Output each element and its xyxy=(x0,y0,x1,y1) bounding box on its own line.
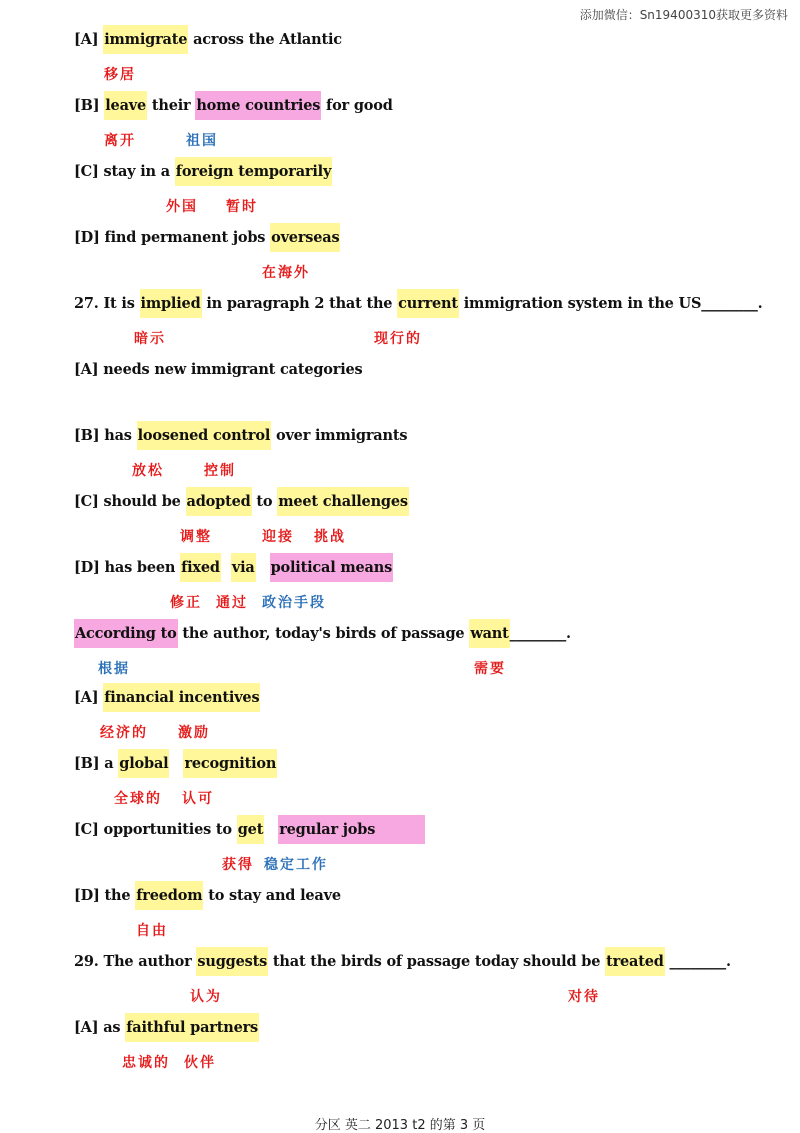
line-text: [A] xyxy=(74,689,104,706)
annotation-note: 通过 xyxy=(216,595,248,611)
highlight-yellow: via xyxy=(231,553,256,582)
highlight-pink: political means xyxy=(270,553,393,582)
annotation-note: 挑战 xyxy=(314,529,346,545)
annotation-note: 获得 xyxy=(222,857,254,873)
line-text: [C] should be xyxy=(74,493,186,510)
page-footer: 分区 英二 2013 t2 的第 3 页 xyxy=(314,1118,486,1133)
line-text: [B] a xyxy=(74,755,119,772)
annotation-note: 根据 xyxy=(98,661,130,677)
highlight-yellow: recognition xyxy=(183,749,277,778)
highlight-yellow: want xyxy=(469,619,509,648)
highlight-yellow: fixed xyxy=(180,553,221,582)
highlight-yellow: treated xyxy=(605,947,665,976)
option-a-line xyxy=(74,1011,259,1045)
line-text: [D] find permanent jobs xyxy=(74,229,271,246)
option-a-line xyxy=(74,23,342,57)
highlight-pink: home countries xyxy=(195,91,321,120)
option-a-line xyxy=(74,681,260,715)
highlight-yellow: financial incentives xyxy=(103,683,260,712)
line-text: [A] needs new immigrant categories xyxy=(74,361,363,378)
line-text: ________. xyxy=(509,625,571,642)
annotation-note: 激励 xyxy=(178,725,210,741)
annotation-note: 自由 xyxy=(136,923,168,939)
annotation-note: 认为 xyxy=(190,989,222,1005)
highlight-yellow: adopted xyxy=(186,487,252,516)
option-c-line xyxy=(74,155,332,189)
line-text: [A] xyxy=(74,31,104,48)
line-text: [A] as xyxy=(74,1019,126,1036)
line-text: [B] xyxy=(74,97,105,114)
annotation-note: 迎接 xyxy=(262,529,294,545)
line-text: over immigrants xyxy=(271,427,408,444)
option-d-line xyxy=(74,879,341,913)
option-b-line xyxy=(74,89,393,123)
line-text: to stay and leave xyxy=(203,887,341,904)
line-text: [C] opportunities to xyxy=(74,821,237,838)
option-b-line xyxy=(74,747,277,781)
annotation-note: 稳定工作 xyxy=(264,857,328,873)
annotation-note: 需要 xyxy=(474,661,506,677)
line-text: in paragraph 2 that the xyxy=(201,295,398,312)
annotation-note: 忠诚的 xyxy=(122,1055,170,1071)
annotation-note: 调整 xyxy=(180,529,212,545)
annotation-note: 政治手段 xyxy=(262,595,326,611)
watermark-header: 添加微信：Sn19400310获取更多资料 xyxy=(579,8,788,22)
option-c-line xyxy=(74,813,425,847)
annotation-note: 放松 xyxy=(132,463,164,479)
line-text: to xyxy=(251,493,278,510)
highlight-yellow: overseas xyxy=(270,223,340,252)
annotation-note: 现行的 xyxy=(374,331,422,347)
annotation-note: 经济的 xyxy=(100,725,148,741)
option-d-line xyxy=(74,551,393,585)
line-text: ________. xyxy=(664,953,731,970)
option-d-line xyxy=(74,221,340,255)
annotation-note: 认可 xyxy=(182,791,214,807)
line-text: that the birds of passage today should be xyxy=(268,953,606,970)
annotation-note: 外国 xyxy=(166,199,198,215)
option-c-line xyxy=(74,485,409,519)
annotation-note: 对待 xyxy=(568,989,600,1005)
option-b-line xyxy=(74,419,407,453)
highlight-yellow: suggests xyxy=(196,947,268,976)
highlight-yellow: freedom xyxy=(135,881,203,910)
annotation-note: 暂时 xyxy=(226,199,258,215)
line-text: [C] stay in a xyxy=(74,163,175,180)
annotation-note: 离开 xyxy=(104,133,136,149)
highlight-yellow: faithful partners xyxy=(125,1013,259,1042)
annotation-note: 祖国 xyxy=(186,133,218,149)
highlight-yellow: leave xyxy=(104,91,147,120)
line-text: the author, today's birds of passage xyxy=(177,625,470,642)
line-text: immigration system in the US________. xyxy=(458,295,763,312)
annotation-note: 在海外 xyxy=(262,265,310,281)
highlight-yellow: get xyxy=(237,815,264,844)
line-text: 27. It is xyxy=(74,295,140,312)
highlight-yellow: meet challenges xyxy=(277,487,409,516)
annotation-note: 修正 xyxy=(170,595,202,611)
option-a-line xyxy=(74,353,363,387)
annotation-note: 全球的 xyxy=(114,791,162,807)
line-text: [D] has been xyxy=(74,559,181,576)
highlight-yellow: loosened control xyxy=(137,421,272,450)
line-text: 29. The author xyxy=(74,953,197,970)
highlight-yellow: current xyxy=(397,289,459,318)
highlight-yellow: implied xyxy=(140,289,202,318)
highlight-yellow: foreign temporarily xyxy=(175,157,332,186)
annotation-note: 暗示 xyxy=(134,331,166,347)
highlight-pink: According to xyxy=(74,619,178,648)
highlight-yellow: global xyxy=(118,749,169,778)
question-28 xyxy=(74,617,571,651)
highlight-pink: regular jobs xyxy=(278,815,425,844)
line-text: [B] has xyxy=(74,427,137,444)
question-29 xyxy=(74,945,731,979)
line-text: their xyxy=(147,97,196,114)
annotation-note: 伙伴 xyxy=(184,1055,216,1071)
line-text: [D] the xyxy=(74,887,136,904)
line-text: across the Atlantic xyxy=(188,31,342,48)
annotation-note: 控制 xyxy=(204,463,236,479)
question-27 xyxy=(74,287,763,321)
annotation-note: 移居 xyxy=(104,67,136,83)
line-text: for good xyxy=(321,97,393,114)
highlight-yellow: immigrate xyxy=(103,25,188,54)
